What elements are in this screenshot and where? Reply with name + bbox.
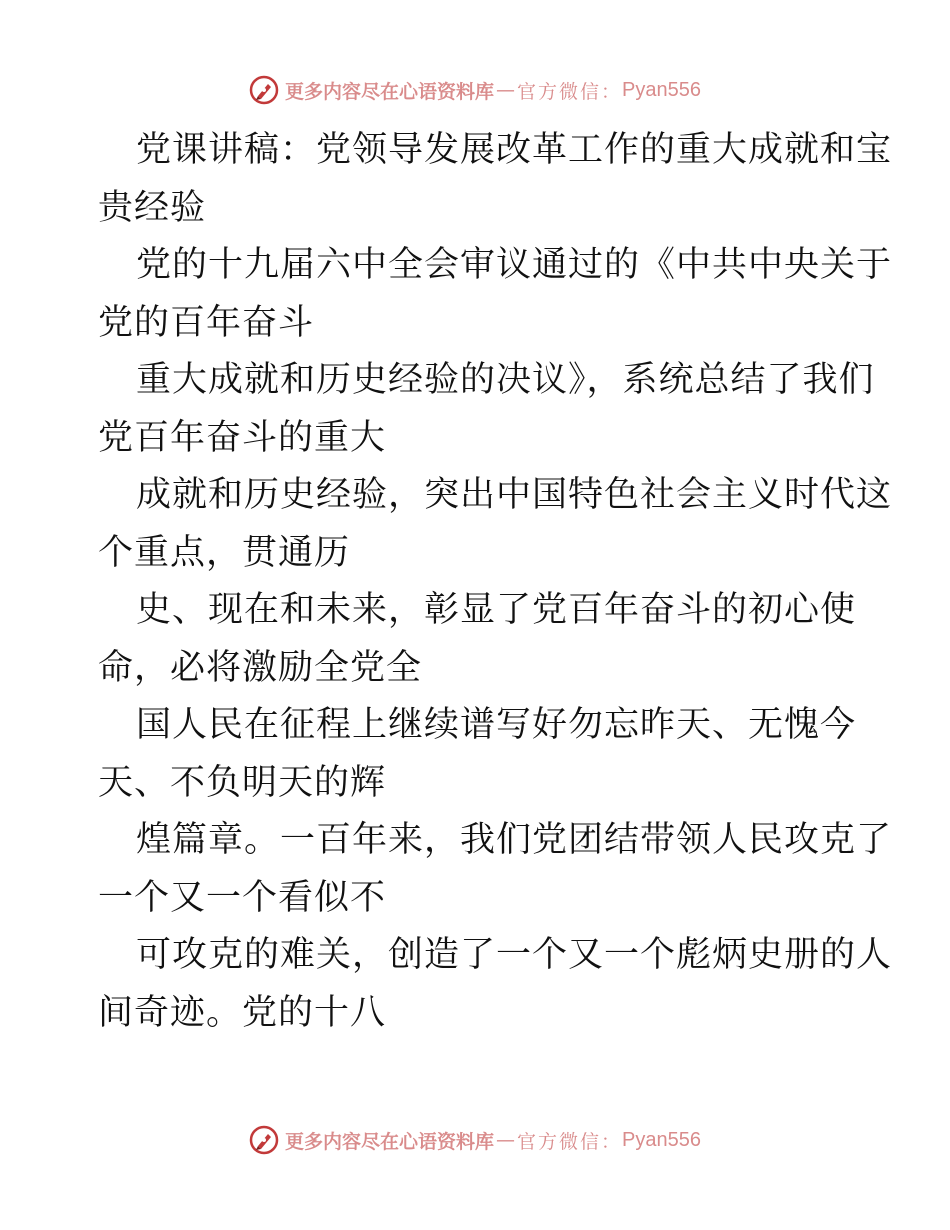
footer-banner	[0, 1122, 950, 1158]
banner-main-text: 更多内容尽在心语资料库	[285, 80, 495, 103]
document-line: 党课讲稿：党领导发展改革工作的重大成就和宝	[136, 130, 893, 170]
document-line: 间奇迹。党的十八	[98, 992, 387, 1033]
document-line: 可攻克的难关，创造了一个又一个彪炳史册的人	[136, 935, 893, 975]
banner-wechat-id: Pyan556	[622, 78, 701, 101]
header-banner	[0, 72, 950, 108]
banner-dash: —	[496, 79, 516, 101]
banner-main-text: 更多内容尽在心语资料库	[285, 1130, 495, 1153]
document-line: 天、不负明天的辉	[98, 762, 387, 803]
banner-sub-text: 官方微信：	[517, 80, 623, 103]
banner-dash: —	[496, 1129, 516, 1151]
document-body	[98, 122, 893, 1042]
document-line: 国人民在征程上继续谱写好勿忘昨天、无愧今	[136, 705, 857, 745]
document-line: 个重点，贯通历	[98, 532, 351, 573]
pen-logo-icon	[249, 75, 279, 105]
document-line: 命，必将激励全党全	[98, 647, 423, 688]
banner-sub-text: 官方微信：	[517, 1130, 623, 1153]
banner-wechat-id: Pyan556	[622, 1128, 701, 1151]
document-line: 贵经验	[98, 187, 207, 228]
pen-logo-icon	[249, 1125, 279, 1155]
document-line: 党百年奋斗的重大	[98, 417, 387, 458]
document-line: 党的十九届六中全会审议通过的《中共中央关于	[136, 245, 893, 285]
document-line: 史、现在和未来，彰显了党百年奋斗的初心使	[136, 590, 857, 630]
document-line: 党的百年奋斗	[98, 302, 315, 343]
document-line: 重大成就和历史经验的决议》，系统总结了我们	[136, 360, 875, 400]
document-line: 一个又一个看似不	[98, 877, 387, 918]
document-line: 成就和历史经验，突出中国特色社会主义时代这	[136, 475, 893, 515]
document-line: 煌篇章。一百年来，我们党团结带领人民攻克了	[136, 820, 893, 860]
